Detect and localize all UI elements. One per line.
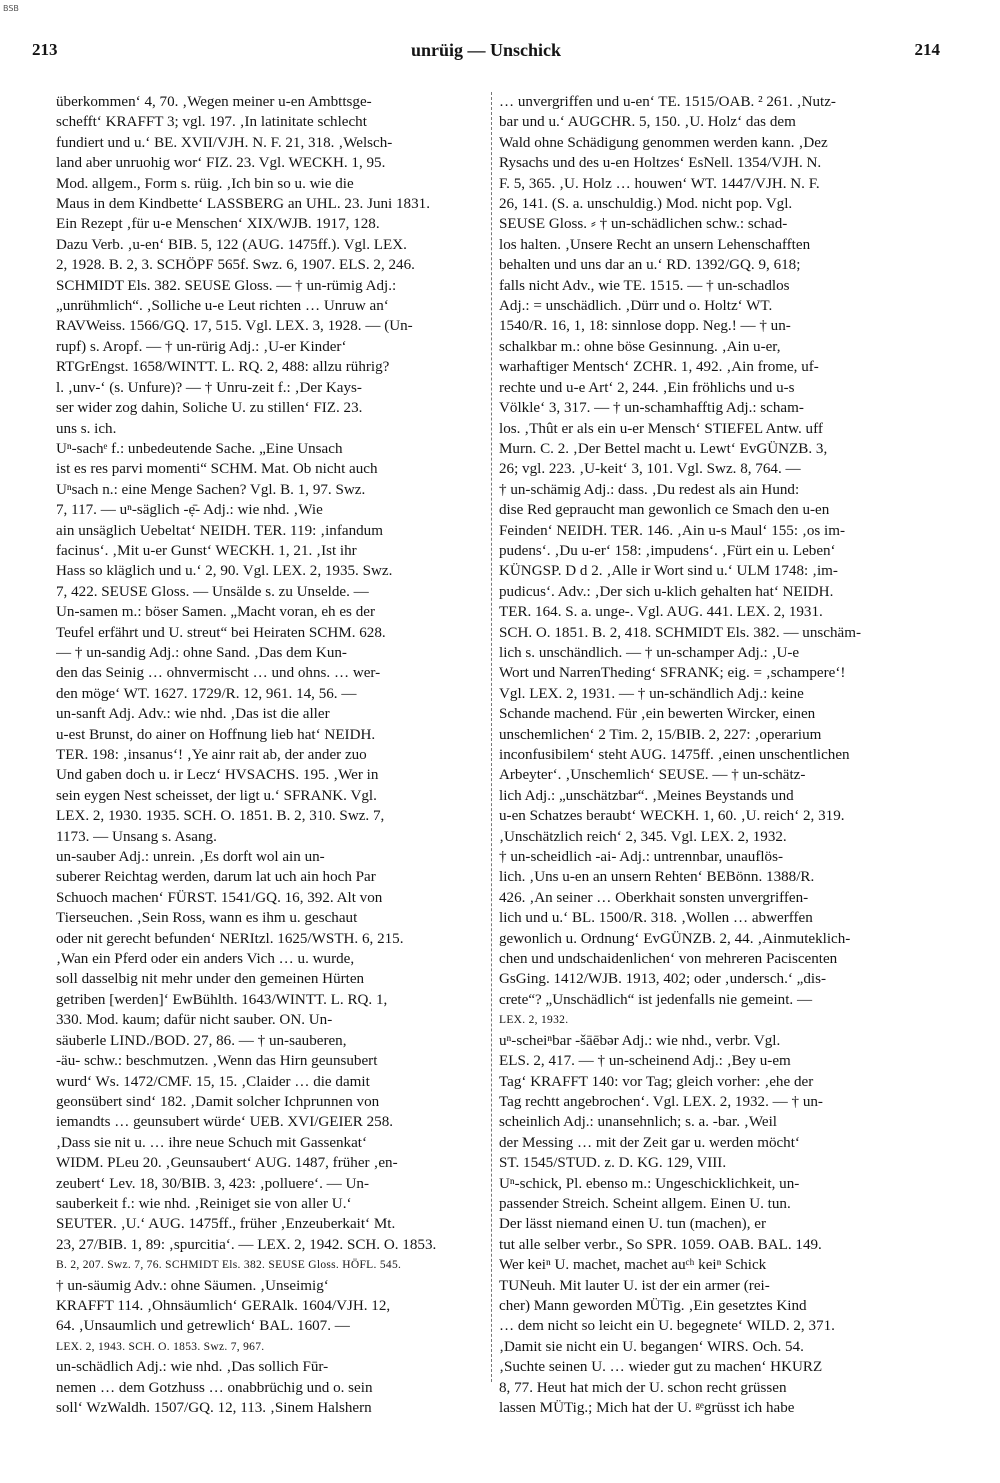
library-mark: BSB	[3, 4, 19, 13]
text-line: TER. 198: ‚insanus‘! ‚Ye ainr rait ab, der ander zuo	[56, 747, 367, 763]
text-line: RAVWeiss. 1566/GQ. 17, 515. Vgl. LEX. 3, 1928. — (Un-	[56, 318, 413, 335]
text-line: geonsübert sind‘ 182. ‚Damit solcher Ichprunnen von	[56, 1093, 380, 1110]
text-line: lich s. unschändlich. — † un-schamper Adj.: ‚U-e	[499, 644, 800, 661]
text-line: 2, 1928. B. 2, 3. SCHÖPF 565f. Swz. 6, 1907. ELS. 2, 246.	[56, 257, 415, 274]
text-line: un-schädlich Adj.: wie nhd. ‚Das sollich Fūr-	[56, 1359, 329, 1376]
text-line: säuberle LIND./BOD. 27, 86. — † un-sauberen,	[56, 1032, 347, 1049]
text-line: un-sauber Adj.: unrein. ‚Es dorft wol ain un-	[56, 849, 325, 866]
text-line: LEX. 2, 1930. 1935. SCH. O. 1851. B. 2, 310. Swz. 7,	[56, 808, 385, 825]
text-line: rupf) s. Aropf. — † un-rürig Adj.: ‚U-er Kinder‘	[56, 338, 347, 355]
text-line: Maus in dem Kindbette‘ LASSBERG an UHL. 23. Juni 1831.	[56, 196, 430, 213]
text-line: inconfusibilem‘ steht AUG. 1475ff. ‚einen unschentlichen	[499, 747, 850, 763]
text-line: ELS. 2, 417. — † un-scheinend Adj.: ‚Bey u-em	[499, 1053, 791, 1070]
text-line: LEX. 2, 1932.	[499, 1014, 569, 1027]
text-line: ist es res parvi momenti“ SCHM. Mat. Ob nicht auch	[56, 461, 378, 478]
text-line: ST. 1545/STUD. z. D. KG. 129, VIII.	[499, 1155, 727, 1172]
text-line: Teufel erfährt und U. streut“ bei Heiraten SCHM. 628.	[56, 624, 386, 641]
text-line: schalkbar m.: ohne böse Gesinnung. ‚Ain u-er,	[499, 338, 781, 355]
column-divider	[491, 92, 492, 1382]
text-line: 1540/R. 16, 1, 18: sinnlose dopp. Neg.! — † un-	[499, 318, 791, 335]
text-line: 7, 422. SEUSE Gloss. — Unsälde s. zu Unselde. —	[56, 583, 369, 600]
text-line: Uⁿ-schick, Pl. ebenso m.: Ungeschicklichkeit, un-	[499, 1175, 800, 1192]
text-line: sein eygen Nest scheisset, der ligt u.‘ SFRANK. Vgl.	[56, 787, 377, 804]
text-line: Tierseuchen. ‚Sein Ross, wann es ihm u. geschaut	[56, 910, 358, 927]
text-line: 8, 77. Heut hat mich der U. schon recht grüssen	[499, 1379, 787, 1396]
text-line: — † un-sandig Adj.: ohne Sand. ‚Das dem Kun-	[56, 644, 347, 661]
text-line: schefft‘ KRAFFT 3; vgl. 197. ‚In latinitate schlecht	[56, 114, 367, 131]
text-line: 26, 141. (S. a. unschuldig.) Mod. nicht pop. Vgl.	[499, 196, 793, 213]
text-line: scheinlich Adj.: unansehnlich; s. a. -bar. ‚Weil	[499, 1114, 777, 1131]
text-line: GsGing. 1412/WJB. 1913, 402; oder ‚undersch.‘ „dis-	[499, 971, 826, 988]
text-line: Wort und NarrenTheding‘ SFRANK; eig. = ‚schampere‘!	[499, 665, 846, 682]
text-line: den möge‘ WT. 1627. 1729/R. 12, 961. 14, 56. —	[56, 685, 357, 702]
text-line: soll dasselbig nit mehr under den gemeinen Hürten	[56, 971, 365, 988]
text-line: Der lässt niemand einen U. tun (machen), er	[499, 1216, 766, 1233]
text-line: † un-scheidlich -ai- Adj.: untrennbar, unauflös-	[499, 849, 784, 866]
text-line: SCH. O. 1851. B. 2, 418. SCHMIDT Els. 382. — unschäm-	[499, 624, 861, 641]
text-line: falls nicht Adv., wie TE. 1515. — † un-schadlos	[499, 277, 790, 294]
text-line: uⁿ-scheiⁿbar -šāēbər Adj.: wie nhd., verbr. Vgl.	[499, 1032, 781, 1049]
text-line: bar und u.‘ AUGCHR. 5, 150. ‚U. Holz‘ das dem	[499, 114, 796, 131]
text-line: … dem nicht so leicht ein U. begegnete‘ WILD. 2, 371.	[499, 1318, 835, 1335]
text-line: Wer keiⁿ U. machet, machet auᶜʰ keiⁿ Schick	[499, 1257, 767, 1274]
text-line: Dazu Verb. ‚u-en‘ BIB. 5, 122 (AUG. 1475ff.). Vgl. LEX.	[56, 236, 407, 253]
text-line: „unrühmlich“. ‚Solliche u-e Leut richten … Unruw an‘	[56, 298, 389, 315]
text-line: † un-säumig Adv.: ohne Säumen. ‚Unseimig‘	[56, 1277, 329, 1294]
text-line: SEUSE Gloss. ⸗ † un-schädlichen schw.: schad-	[499, 216, 788, 233]
left-column	[56, 92, 490, 1418]
text-line: 23, 27/BIB. 1, 89: ‚spurcitia‘. — LEX. 2, 1942. SCH. O. 1853.	[56, 1236, 437, 1253]
text-line: ser wider zog dahin, Soliche U. zu stillen‘ FIZ. 23.	[56, 400, 363, 417]
text-line: der Messing … mit der Zeit gar u. werden möcht‘	[499, 1134, 800, 1151]
text-line: SEUTER. ‚U.‘ AUG. 1475ff., früher ‚Enzeuberkait‘ Mt.	[56, 1216, 396, 1233]
text-line: unschemlichen‘ 2 Tim. 2, 15/BIB. 2, 227: ‚operarium	[499, 726, 822, 743]
text-line: † un-schämig Adj.: dass. ‚Du redest als ain Hund:	[499, 481, 800, 498]
text-line: SCHMIDT Els. 382. SEUSE Gloss. — † un-rümig Adj.:	[56, 277, 397, 294]
text-line: u-en Schatzes beraubt‘ WECKH. 1, 60. ‚U. reich‘ 2, 319.	[499, 808, 845, 825]
text-line: soll‘ WzWaldh. 1507/GQ. 12, 113. ‚Sinem Halshern	[56, 1400, 372, 1416]
text-line: 1173. — Unsang s. Asang.	[56, 828, 217, 845]
text-line: warhaftiger Mentsch‘ ZCHR. 1, 492. ‚Ain frome, uf-	[499, 359, 819, 376]
text-line: ‚Wan ein Pferd oder ein anders Vich … u. wurde,	[56, 951, 355, 968]
text-line: pudicus‘. Adv.: ‚Der sich u-klich gehalten hat‘ NEIDH.	[499, 583, 834, 600]
text-line: ‚Unschätzlich reich‘ 2, 345. Vgl. LEX. 2, 1932.	[499, 828, 787, 845]
text-line: Murn. C. 2. ‚Der Bettel macht u. Lewt‘ EvGÜNZB. 3,	[499, 440, 828, 457]
text-line: Adj.: = unschädlich. ‚Dürr und o. Holtz‘ WT.	[499, 298, 773, 315]
text-line: Schande machend. Für ‚ein bewerten Wircker, einen	[499, 706, 816, 723]
text-line: KÜNGSP. D d 2. ‚Alle ir Wort sind u.‘ ULM 1748: ‚im-	[499, 563, 838, 580]
text-line: Wald ohne Schädigung genommen werden kann. ‚Dez	[499, 134, 828, 151]
text-line: … unvergriffen und u-en‘ TE. 1515/OAB. ² 261. ‚Nutz-	[499, 94, 836, 110]
text-line: 26; vgl. 223. ‚U-keit‘ 3, 101. Vgl. Swz. 8, 764. —	[499, 461, 801, 478]
text-line: lich Adj.: „unschätzbar“. ‚Meines Beystands und	[499, 787, 794, 804]
text-line: sauberkeit f.: wie nhd. ‚Reiniget sie von aller U.‘	[56, 1195, 352, 1212]
text-line: den das Seinig … ohnvermischt … und ohns. … wer-	[56, 665, 381, 682]
text-line: lich und u.‘ BL. 1500/R. 318. ‚Wollen … abwerffen	[499, 910, 813, 927]
text-line: Völkle‘ 3, 317. — † un-schamhafftig Adj.: scham-	[499, 400, 804, 417]
page-number-left: 213	[32, 40, 58, 59]
text-line: Mod. allgem., Form s. rüig. ‚Ich bin so u. wie die	[56, 175, 354, 192]
text-line: cher) Mann geworden MÜTig. ‚Ein gesetztes Kind	[499, 1297, 807, 1314]
text-line: B. 2, 207. Swz. 7, 76. SCHMIDT Els. 382. SEUSE Gloss. HÖFL. 545.	[56, 1259, 402, 1272]
text-line: lassen MÜTig.; Mich hat der U. ᵍᵉgrüsst ich habe	[499, 1400, 795, 1416]
text-line: u-est Brunst, do ainer on Hoffnung lieb hat‘ NEIDH.	[56, 726, 376, 743]
text-line: crete“? „Unschädlich“ ist jedenfalls nie gemeint. —	[499, 991, 813, 1008]
text-line: passender Streich. Scheint allgem. Einen U. tun.	[499, 1195, 791, 1212]
text-line: Un-samen m.: böser Samen. „Macht voran, eh es der	[56, 604, 375, 621]
text-line: los halten. ‚Unsere Recht an unsern Lehenschafften	[499, 236, 811, 253]
text-line: 330. Mod. kaum; dafür nicht sauber. ON. Un-	[56, 1012, 333, 1029]
text-line: Rysachs und des u-en Holtzes‘ EsNell. 1354/VJH. N.	[499, 155, 822, 172]
text-line: getriben [werden]‘ EwBühlth. 1643/WINTT. L. RQ. 1,	[56, 991, 388, 1008]
page-number-right: 214	[914, 40, 940, 59]
text-line: nemen … dem Gotzhuss … onabbrüchig und o. sein	[56, 1379, 373, 1396]
text-line: facinus‘. ‚Mit u-er Gunst‘ WECKH. 1, 21. ‚Ist ihr	[56, 542, 357, 559]
text-line: pudens‘. ‚Du u-er‘ 158: ‚impudens‘. ‚Fürt ein u. Leben‘	[499, 542, 836, 559]
text-line: fundiert und u.‘ BE. XVII/VJH. N. F. 21, 318. ‚Welsch-	[56, 134, 393, 151]
text-line: rechte und u-e Art‘ 2, 244. ‚Ein fröhlichs und u-s	[499, 379, 795, 396]
text-line: dise Red gepraucht man gewonlich ce Smach den u-en	[499, 502, 830, 519]
text-line: Tag rechtt angebrochen‘. Vgl. LEX. 2, 1932. — † un-	[499, 1093, 823, 1110]
text-line: Uⁿsach n.: eine Menge Sachen? Vgl. B. 1, 97. Swz.	[56, 481, 366, 498]
text-line: Arbeyter‘. ‚Unschemlich‘ SEUSE. — † un-schätz-	[499, 767, 806, 784]
text-line: Ein Rezept ‚für u-e Menschen‘ XIX/WJB. 1917, 128.	[56, 216, 380, 233]
text-line: un-sanft Adj. Adv.: wie nhd. ‚Das ist die aller	[56, 706, 330, 723]
text-line: Hass so kläglich und u.‘ 2, 90. Vgl. LEX. 2, 1935. Swz.	[56, 563, 393, 580]
text-line: ‚Suchte seinen U. … wieder gut zu machen‘ HKURZ	[499, 1359, 823, 1376]
text-line: 7, 117. — uⁿ-säglich -ẹ̄- Adj.: wie nhd. ‚Wie	[56, 502, 323, 519]
right-column	[499, 92, 933, 1418]
text-line: uns s. ich.	[56, 420, 117, 437]
text-line: Uⁿ-sachᵉ f.: unbedeutende Sache. „Eine Unsach	[56, 440, 343, 457]
page-header	[32, 40, 940, 68]
text-line: gewonlich u. Ordnung‘ EvGÜNZB. 2, 44. ‚Ainmuteklich-	[499, 930, 851, 947]
text-line: ‚Dass sie nit u. … ihre neue Schuch mit Gassenkat‘	[56, 1134, 368, 1151]
text-line: KRAFFT 114. ‚Ohnsäumlich‘ GERAlk. 1604/VJH. 12,	[56, 1297, 391, 1314]
text-line: RTGrEngst. 1658/WINTT. L. RQ. 2, 488: allzu rührig?	[56, 359, 390, 376]
text-line: lich. ‚Uns u-en an unsern Rehten‘ BEBönn. 1388/R.	[499, 869, 815, 886]
text-line: TER. 164. S. a. unge-. Vgl. AUG. 441. LEX. 2, 1931.	[499, 604, 823, 621]
text-line: Schuoch machen‘ FÜRST. 1541/GQ. 16, 392. Alt von	[56, 889, 383, 906]
text-line: behalten und uns dar an u.‘ RD. 1392/GQ. 9, 618;	[499, 257, 801, 274]
text-line: -äu- schw.: beschmutzen. ‚Wenn das Hirn geunsubert	[56, 1053, 378, 1070]
text-line: land aber unruohig wor‘ FIZ. 23. Vgl. WECKH. 1, 95.	[56, 155, 386, 172]
text-line: zeubert‘ Lev. 18, 30/BIB. 3, 423: ‚polluere‘. — Un-	[56, 1175, 369, 1192]
text-line: 426. ‚An seiner … Oberkhait sonsten unvergriffen-	[499, 889, 809, 906]
text-line: 64. ‚Unsaumlich und getrewlich‘ BAL. 1607. —	[56, 1318, 350, 1335]
text-line: F. 5, 365. ‚U. Holz … houwen‘ WT. 1447/VJH. N. F.	[499, 175, 820, 192]
text-line: ain unsäglich Uebeltat‘ NEIDH. TER. 119: ‚infandum	[56, 522, 383, 539]
text-line: ‚Damit sie nicht ein U. begangen‘ WIRS. Och. 54.	[499, 1338, 804, 1355]
text-line: Und gaben doch u. ir Lecz‘ HVSACHS. 195. ‚Wer in	[56, 767, 379, 784]
text-line: wurd‘ Ws. 1472/CMF. 15, 15. ‚Claider … die damit	[56, 1073, 370, 1090]
text-line: LEX. 2, 1943. SCH. O. 1853. Swz. 7, 967.	[56, 1340, 265, 1353]
text-line: los. ‚Thût er als ein u-er Mensch‘ STIEFEL Antw. uff	[499, 420, 823, 437]
text-line: Vgl. LEX. 2, 1931. — † un-schändlich Adj.: keine	[499, 685, 804, 702]
text-line: suberer Reichtag werden, darum lat uch ain hoch Par	[56, 869, 376, 886]
text-line: oder nit gerecht befunden‘ NERItzl. 1625/WSTH. 6, 215.	[56, 930, 404, 947]
text-line: chen und undschaidenlichen‘ von mehreren Paciscenten	[499, 951, 838, 968]
text-line: Tag‘ KRAFFT 140: vor Tag; gleich vorher: ‚ehe der	[499, 1073, 814, 1090]
text-line: Feinden‘ NEIDH. TER. 146. ‚Ain u-s Maul‘ 155: ‚os im-	[499, 522, 845, 539]
text-line: überkommen‘ 4, 70. ‚Wegen meiner u-en Ambttsge-	[56, 94, 372, 110]
running-title: unrüig — Unschick	[410, 40, 562, 60]
text-line: iemandts … geunsubert würde‘ UEB. XVI/GEIER 258.	[56, 1114, 394, 1131]
text-line: l. ‚unv-‘ (s. Unfure)? — † Unru-zeit f.: ‚Der Kays-	[56, 379, 362, 396]
text-line: WIDM. PLeu 20. ‚Geunsaubert‘ AUG. 1487, früher ‚en-	[56, 1155, 398, 1172]
text-line: TUNeuh. Mit lauter U. ist der ein armer (rei-	[499, 1277, 770, 1294]
text-line: tut alle selber verbr., So SPR. 1059. OAB. BAL. 149.	[499, 1236, 822, 1253]
